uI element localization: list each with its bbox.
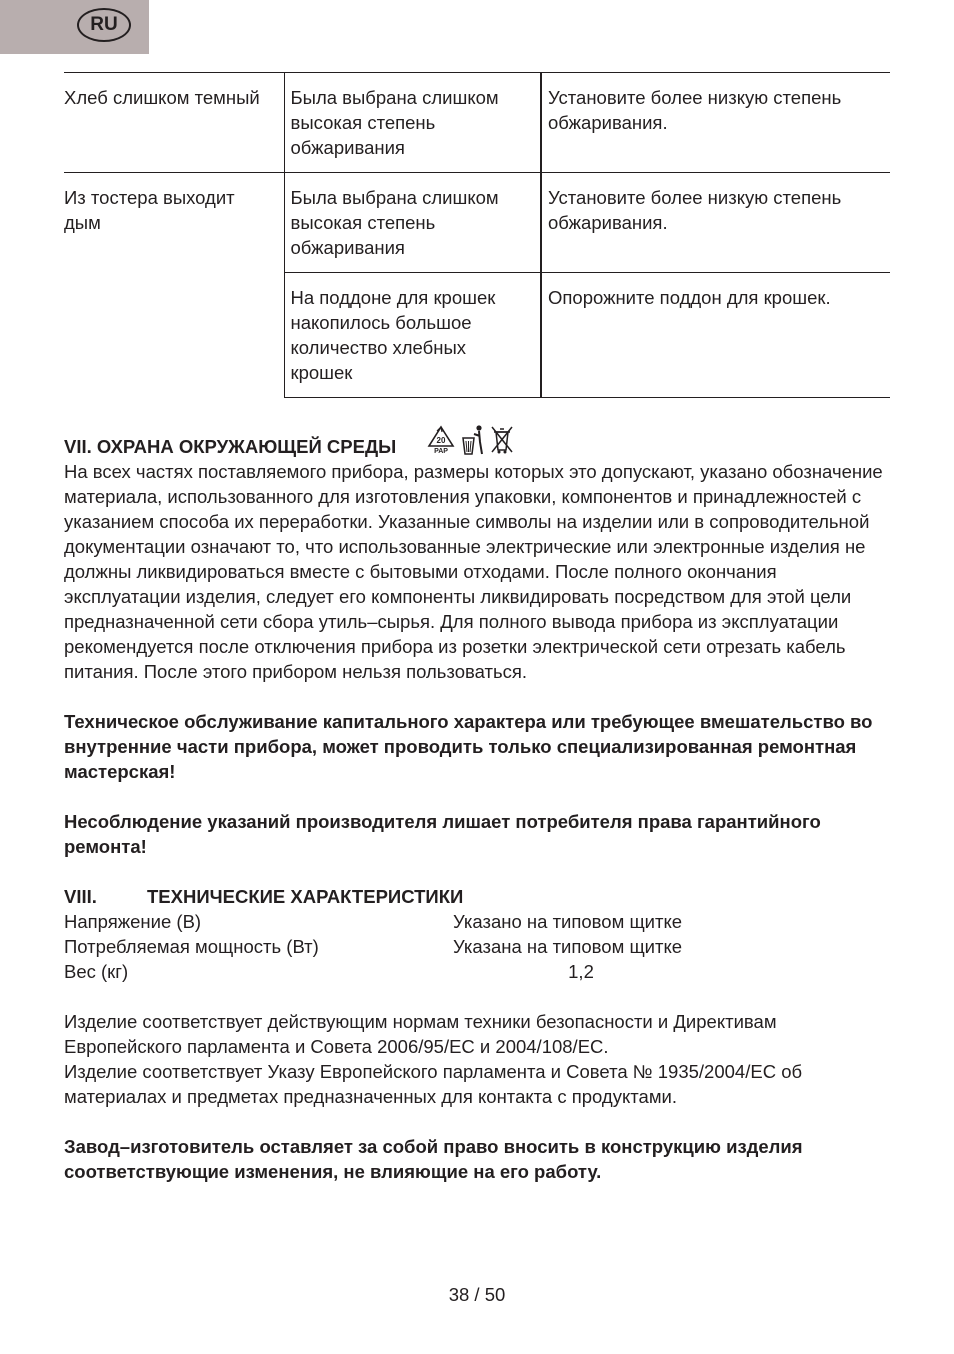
environment-heading-text: VII. ОХРАНА ОКРУЖАЮЩЕЙ СРЕДЫ: [64, 436, 397, 457]
compliance-text-2: Изделие соответствует Указу Европейского парламента и Совета № 1935/2004/ЕС об материалах и предметах предназначенных для контакта с продуктами.: [64, 1061, 803, 1107]
spec-label: Потребляемая мощность (Вт): [64, 936, 319, 957]
warranty-notice: Несоблюдение указаний производителя лишает потребителя права гарантийного ремонта!: [64, 811, 821, 857]
solution-cell: Опорожните поддон для крошек.: [541, 273, 890, 398]
recycling-pap20-icon: [426, 424, 456, 454]
environment-heading: [64, 434, 890, 459]
table-row: [64, 73, 890, 173]
spec-label: Вес (кг): [64, 961, 129, 982]
environment-text: На всех частях поставляемого прибора, размеры которых это допускают, указано обозначение материала, использованного для изготовления упаковки, компонентов и принадлежностей с указанием способа их переработки. Указанные символы на изделии или в сопроводительной документации означают то, что использованные электрические или электронные изделия не должны ликвидироваться вместе с бытовыми отходами. После полного окончания эксплуатации изделия, следует его компоненты ликвидировать посредством для этой цели предназначенной сети сбора утиль–сырья. Для полного вывода прибора из эксплуатации рекомендуется после отключения прибора из розетки электрической сети отрезать кабель питания. После этого прибором нельзя пользоваться.: [64, 461, 883, 682]
cause-cell: Была выбрана слишком высокая степень обжаривания: [284, 73, 541, 173]
spec-value: 1,2: [568, 961, 594, 982]
tidyman-bin-icon: [460, 424, 486, 456]
solution-cell: Установите более низкую степень обжаривания.: [541, 173, 890, 273]
crossed-bin-icon: [490, 424, 514, 456]
specs-heading: [64, 884, 890, 909]
page-number: 38 / 50: [448, 1284, 506, 1305]
problem-cell: Хлеб слишком темный: [64, 87, 260, 108]
specs-heading-number: VIII.: [64, 886, 97, 907]
spec-row: [64, 909, 890, 934]
manufacturer-note: Завод–изготовитель оставляет за собой право вносить в конструкцию изделия соответствующие изменения, не влияющие на его работу.: [64, 1136, 803, 1182]
language-badge: RU: [77, 8, 131, 42]
specs-heading-title: ТЕХНИЧЕСКИЕ ХАРАКТЕРИСТИКИ: [147, 886, 464, 907]
spec-value: Указана на типовом щитке: [453, 936, 683, 957]
spec-value: Указано на типовом щитке: [453, 911, 683, 932]
table-row: [64, 173, 890, 273]
spec-row: [64, 959, 890, 984]
spec-label: Напряжение (В): [64, 911, 202, 932]
problem-cell: Из тостера выходит дым: [64, 187, 235, 233]
service-notice: Техническое обслуживание капитального характера или требующее вмешательство во внутренние части прибора, может проводить только специализированная ремонтная мастерская!: [64, 711, 873, 782]
spec-row: [64, 934, 890, 959]
compliance-text-1: Изделие соответствует действующим нормам техники безопасности и Директивам Европейского парламента и Совета 2006/95/ЕС и 2004/108/ЕС.: [64, 1011, 777, 1057]
solution-cell: Установите более низкую степень обжаривания.: [541, 73, 890, 173]
eco-icons: [426, 424, 514, 456]
svg-text:20: 20: [436, 435, 446, 445]
cause-cell: На поддоне для крошек накопилось большое количество хлебных крошек: [284, 273, 541, 398]
language-tab: [0, 0, 149, 54]
svg-text:PAP: PAP: [434, 447, 449, 454]
troubleshooting-table: [64, 72, 890, 398]
cause-cell: Была выбрана слишком высокая степень обжаривания: [284, 173, 541, 273]
page-content: [64, 434, 890, 1184]
